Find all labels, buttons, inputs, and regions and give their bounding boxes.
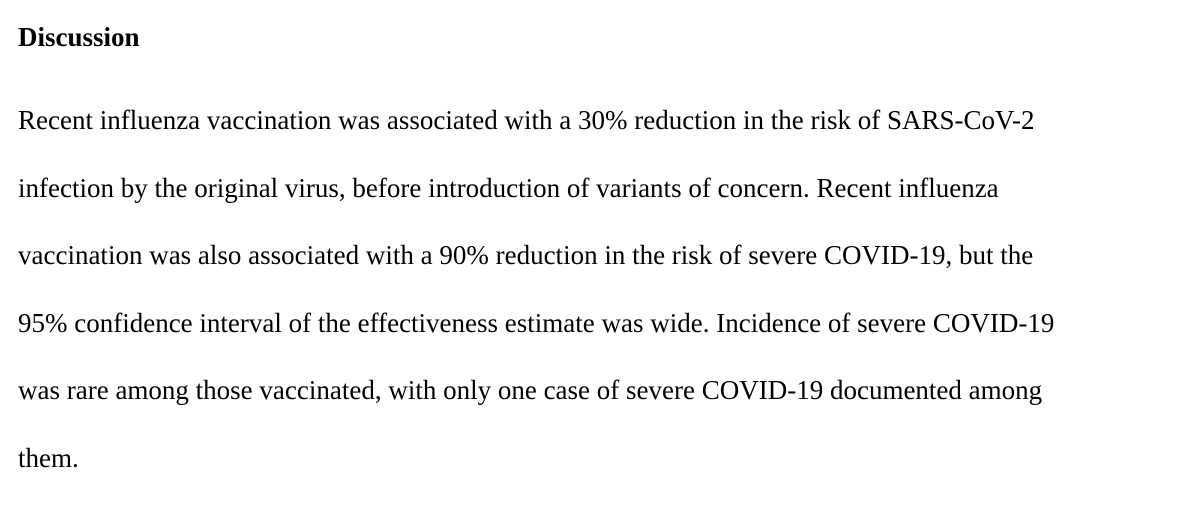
paragraph-line: them. <box>18 443 79 473</box>
paragraph-line: Recent influenza vaccination was associated with a 30% reduction in the risk of SARS-CoV-2 <box>18 105 1035 135</box>
section-heading: Discussion <box>18 22 140 52</box>
paragraph-line: infection by the original virus, before introduction of variants of concern. Recent influenza <box>18 173 999 203</box>
paragraph-line: vaccination was also associated with a 90% reduction in the risk of severe COVID-19, but the <box>18 240 1034 270</box>
paragraph-line: 95% confidence interval of the effectiveness estimate was wide. Incidence of severe COVID-19 <box>18 308 1055 338</box>
paragraph-line: was rare among those vaccinated, with only one case of severe COVID-19 documented among <box>18 375 1043 405</box>
